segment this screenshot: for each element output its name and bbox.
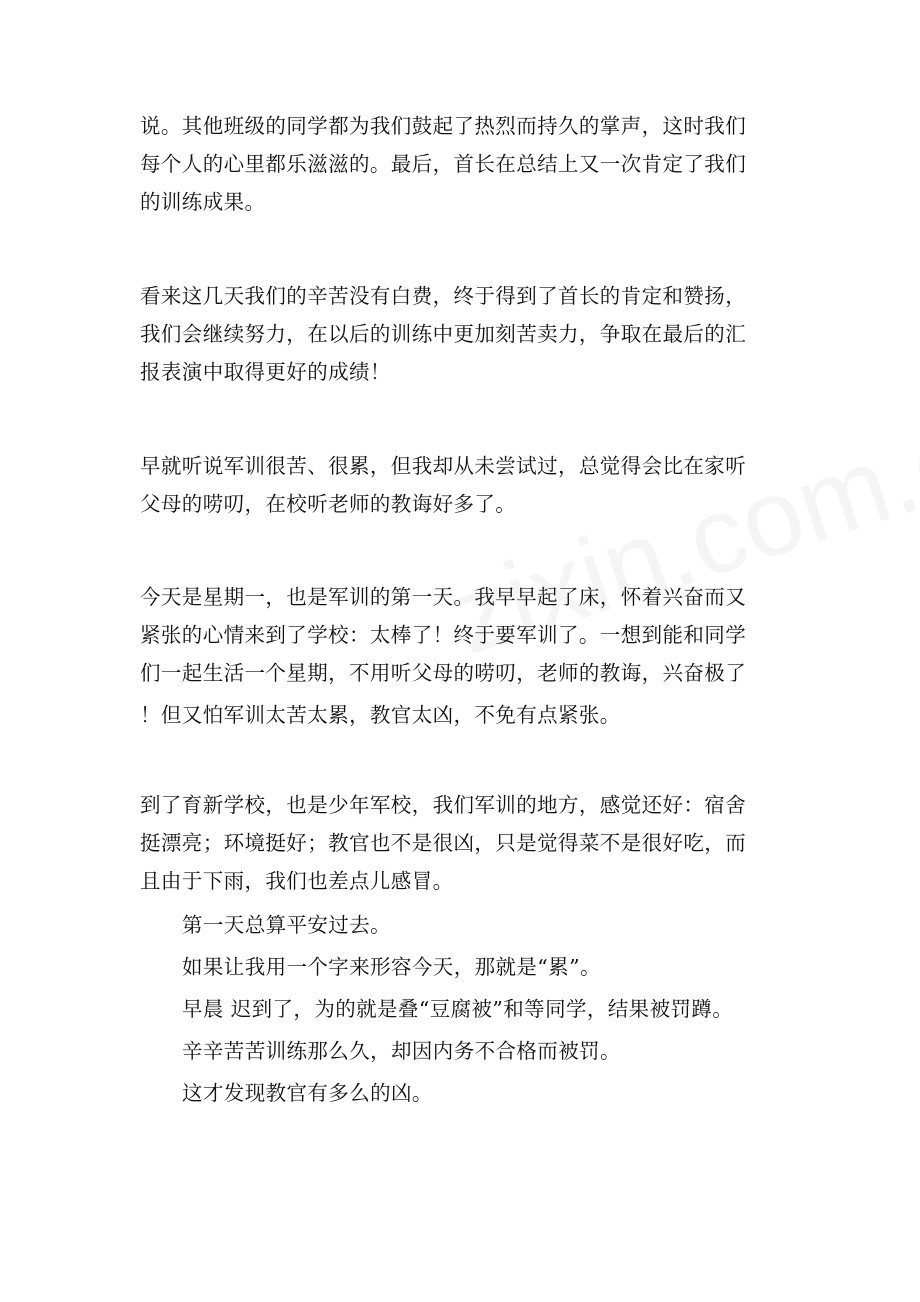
indented-line-1: 第一天总算平安过去。: [182, 913, 391, 937]
paragraph-4-line-3: 们一起生活一个星期，不用听父母的唠叨，老师的教诲，兴奋极了: [140, 661, 747, 685]
paragraph-5-line-1: 到了育新学校，也是少年军校，我们军训的地方，感觉还好：宿舍: [140, 793, 747, 817]
paragraph-5-line-3: 且由于下雨，我们也差点儿感冒。: [140, 869, 454, 893]
paragraph-4-line-1: 今天是星期一，也是军训的第一天。我早早起了床，怀着兴奋而又: [140, 585, 747, 609]
paragraph-2-line-2: 我们会继续努力，在以后的训练中更加刻苦卖力，争取在最后的汇: [140, 322, 747, 346]
paragraph-4-line-4: ！但又怕军训太苦太累，教官太凶，不免有点紧张。: [140, 703, 621, 727]
paragraph-1-line-1: 说。其他班级的同学都为我们鼓起了热烈而持久的掌声，这时我们: [140, 114, 747, 138]
paragraph-3-line-1: 早就听说军训很苦、很累，但我却从未尝试过，总觉得会比在家听: [140, 454, 747, 478]
paragraph-4-line-2: 紧张的心情来到了学校：太棒了！终于要军训了。一想到能和同学: [140, 623, 747, 647]
indented-line-4: 辛辛苦苦训练那么久，却因内务不合格而被罚。: [182, 1039, 621, 1063]
indented-line-3: 早晨 迟到了，为的就是叠“豆腐被”和等同学，结果被罚蹲。: [182, 997, 734, 1021]
paragraph-3-line-2: 父母的唠叨，在校听老师的教诲好多了。: [140, 492, 517, 516]
paragraph-2-line-1: 看来这几天我们的辛苦没有白费，终于得到了首长的肯定和赞扬，: [140, 284, 747, 308]
paragraph-5-line-2: 挺漂亮；环境挺好；教官也不是很凶，只是觉得菜不是很好吃，而: [140, 831, 747, 855]
paragraph-1-line-3: 的训练成果。: [140, 190, 266, 214]
paragraph-1-line-2: 每个人的心里都乐滋滋的。最后，首长在总结上又一次肯定了我们: [140, 152, 747, 176]
indented-line-5: 这才发现教官有多么的凶。: [182, 1081, 433, 1105]
indented-line-2: 如果让我用一个字来形容今天，那就是“累”。: [182, 955, 601, 979]
paragraph-2-line-3: 报表演中取得更好的成绩！: [140, 360, 391, 384]
